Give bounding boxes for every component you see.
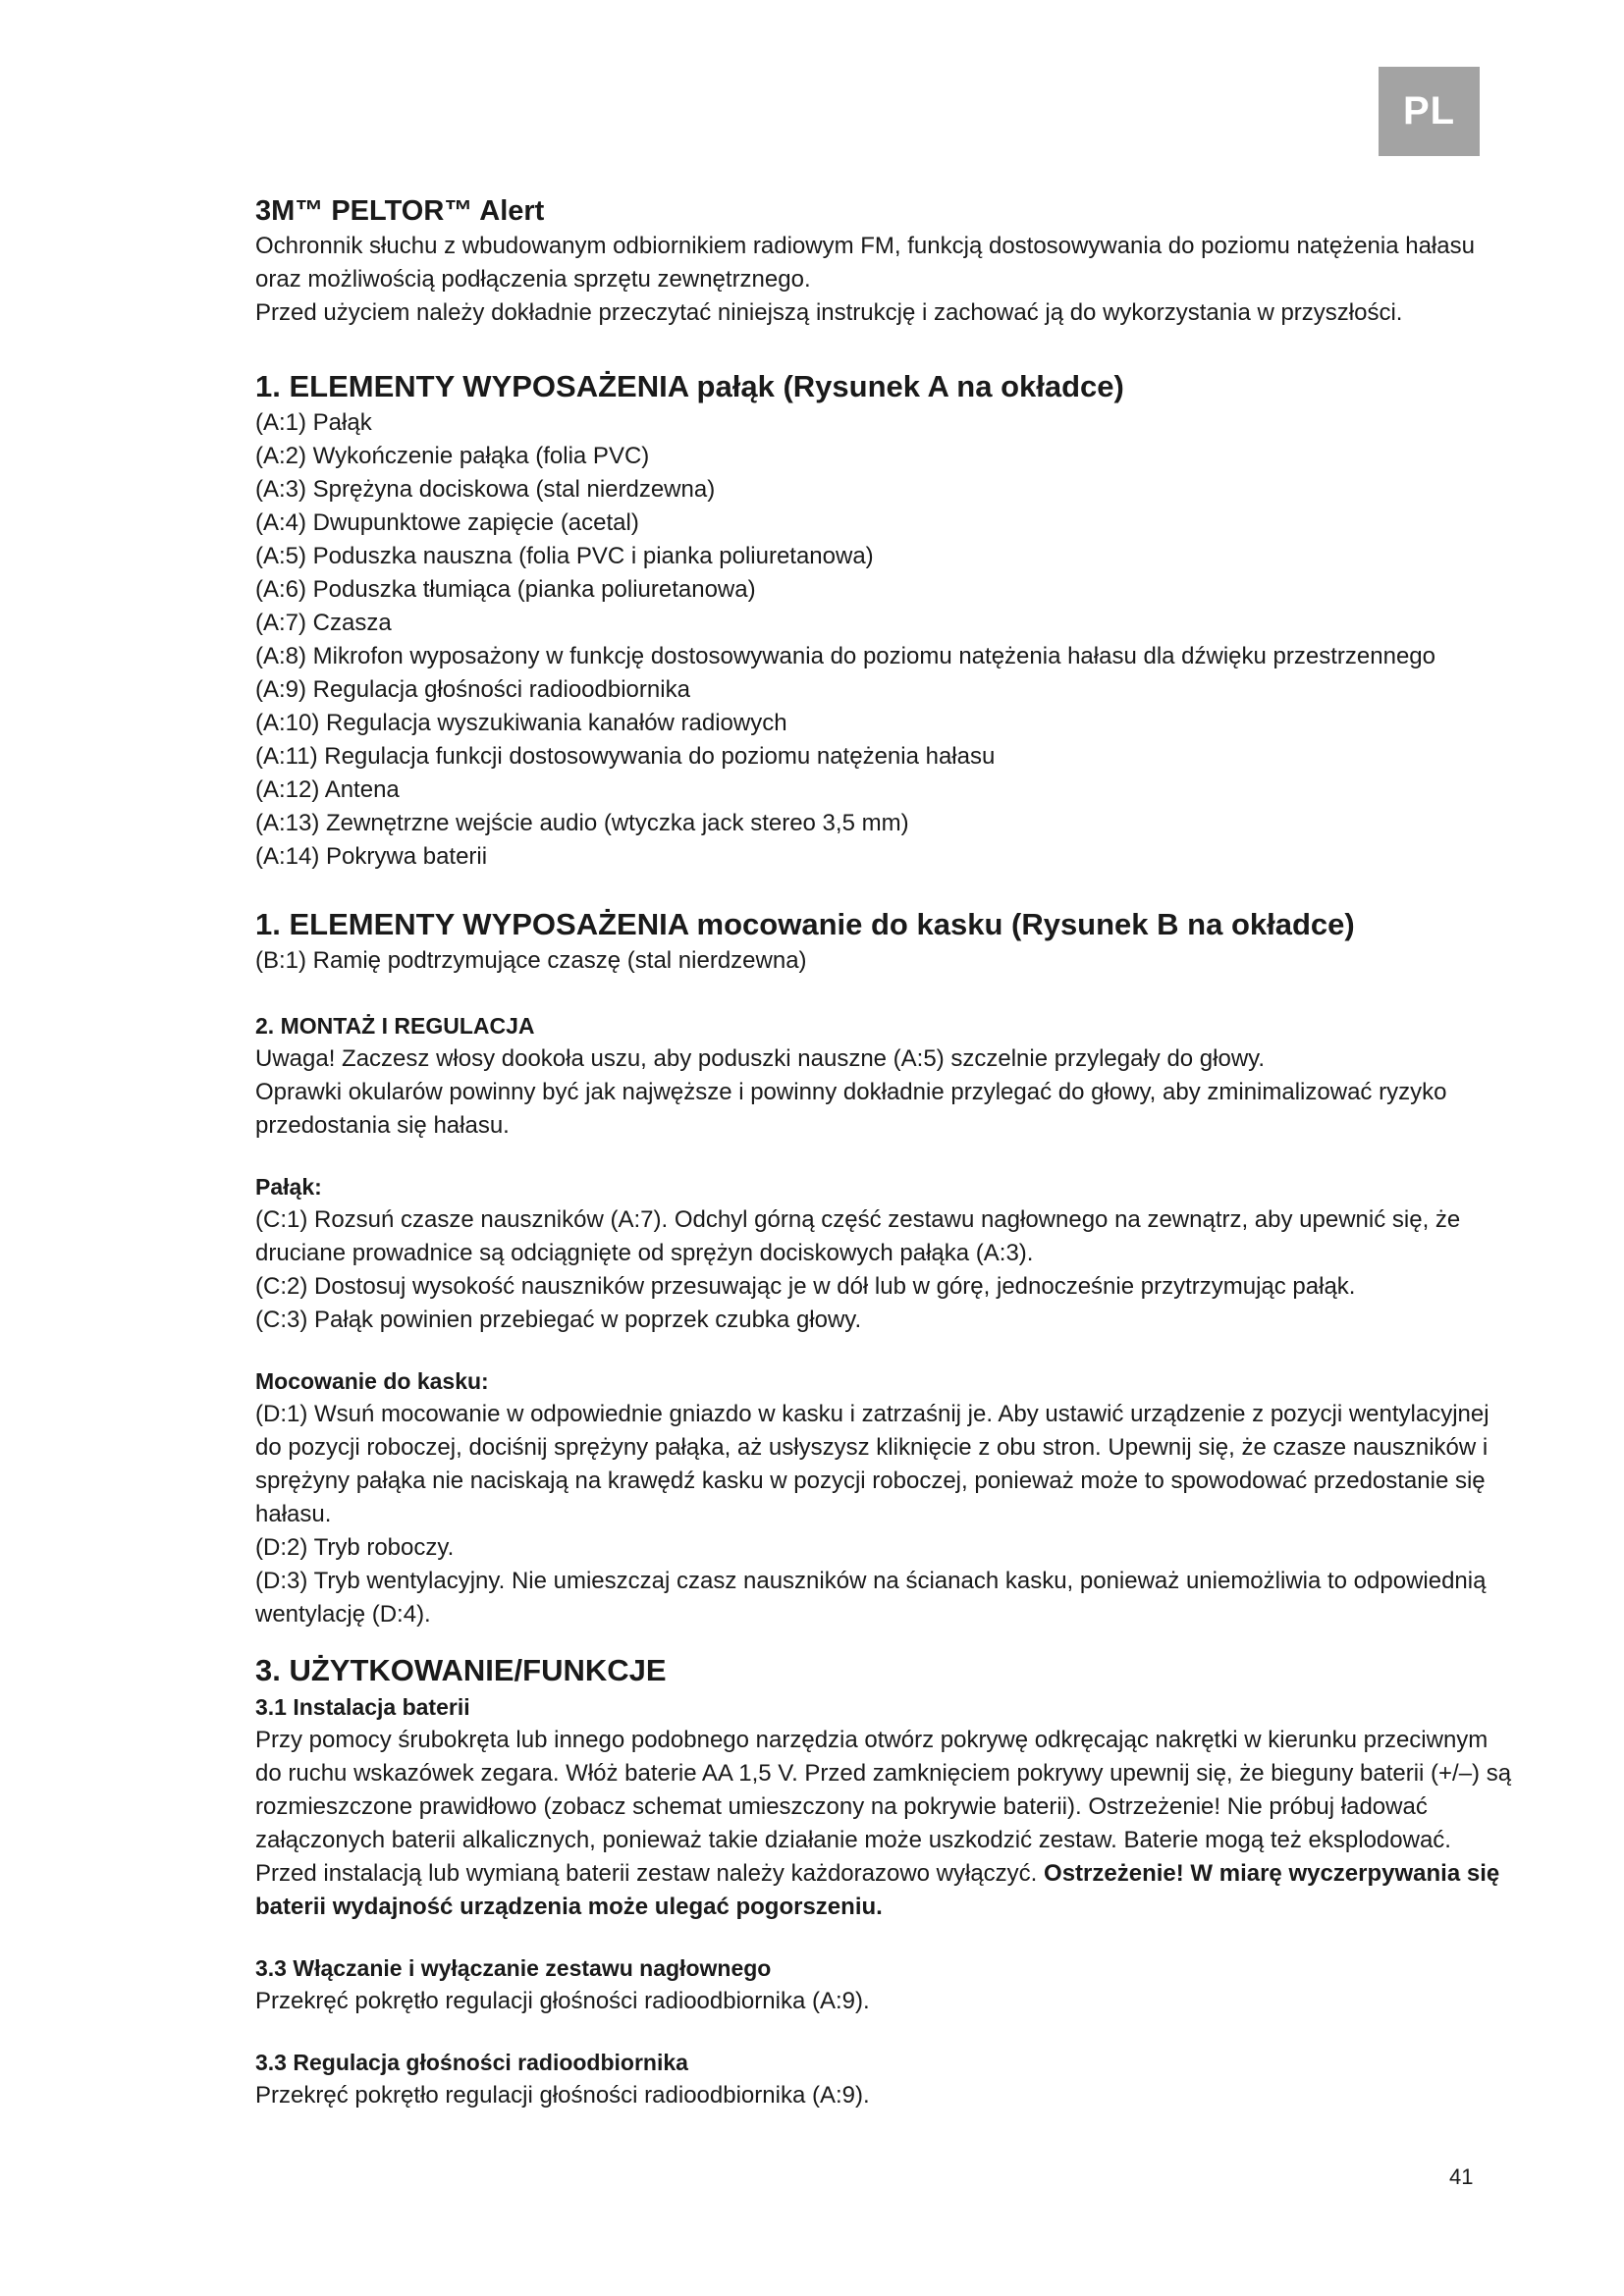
section-heading-assembly: 2. MONTAŻ I REGULACJA (255, 1013, 535, 1039)
subheading-volume: 3.3 Regulacja głośności radioodbiornika (255, 2050, 688, 2075)
list-item: (A:5) Poduszka nauszna (folia PVC i pianka poliuretanowa) (255, 543, 874, 569)
list-item: (A:3) Sprężyna dociskowa (stal nierdzewna) (255, 476, 716, 503)
headband-step: (C:3) Pałąk powinien przebiegać w poprzek czubka głowy. (255, 1307, 862, 1333)
intro-paragraph: Ochronnik słuchu z wbudowanym odbiornikiem radiowym FM, funkcją dostosowywania do poziomu natężenia hałasu oraz możliwością podłączenia sprzętu zewnętrznego. (255, 233, 1475, 293)
component-list-helmet (255, 944, 1512, 978)
list-item: (A:12) Antena (255, 776, 400, 803)
list-item: (A:6) Poduszka tłumiąca (pianka poliuretanowa) (255, 576, 756, 603)
list-item: (A:11) Regulacja funkcji dostosowywania do poziomu natężenia hałasu (255, 743, 996, 770)
battery-text: Przy pomocy śrubokręta lub innego podobnego narzędzia otwórz pokrywę odkręcając nakrętki w kierunku przeciwnym do ruchu wskazówek zegara. Włóż baterie AA 1,5 V. Przed zamknięciem pokrywy upewnij się, że bieguny baterii (+/–) są rozmieszczone prawidłowo (zobacz schemat umieszczony na pokrywie baterii). Ostrzeżenie! Nie próbuj ładować załączonych baterii alkalicznych, ponieważ takie działanie może uszkodzić zestaw. Baterie mogą też eksplodować. Przed instalacją lub wymianą baterii zestaw należy każdorazowo wyłączyć. (255, 1727, 1512, 1887)
helmet-step: (D:1) Wsuń mocowanie w odpowiednie gniazdo w kasku i zatrzaśnij je. Aby ustawić urządzenie z pozycji wentylacyjnej do pozycji roboczej, dociśnij sprężyny pałąka, aż usłyszysz kliknięcie z obu stron. Upewnij się, że czasze nauszników i sprężyny pałąka nie naciskają na krawędź kasku w pozycji roboczej, ponieważ może to spowodować przedostanie się hałasu. (255, 1401, 1489, 1527)
list-item: (B:1) Ramię podtrzymujące czaszę (stal nierdzewna) (255, 947, 807, 974)
document-body (255, 192, 1512, 2112)
subheading-headband: Pałąk: (255, 1174, 322, 1200)
list-item: (A:2) Wykończenie pałąka (folia PVC) (255, 443, 650, 469)
component-list-headband (255, 406, 1512, 874)
battery-warning: Ostrzeżenie! W miarę wyczerpywania się baterii wydajność urządzenia może ulegać pogorszeniu. (255, 1860, 1500, 1920)
list-item: (A:9) Regulacja głośności radioodbiornika (255, 676, 690, 703)
list-item: (A:1) Pałąk (255, 409, 372, 436)
list-item: (A:10) Regulacja wyszukiwania kanałów radiowych (255, 710, 787, 736)
battery-paragraph (255, 1724, 1512, 1924)
headband-step: (C:2) Dostosuj wysokość nauszników przesuwając je w dół lub w górę, jednocześnie przytrzymując pałąk. (255, 1273, 1356, 1300)
list-item: (A:4) Dwupunktowe zapięcie (acetal) (255, 509, 639, 536)
power-paragraph: Przekręć pokrętło regulacji głośności radioodbiornika (A:9). (255, 1988, 870, 2014)
document-title: 3M™ PELTOR™ Alert (255, 195, 545, 227)
list-item: (A:14) Pokrywa baterii (255, 843, 488, 870)
intro-paragraph: Przed użyciem należy dokładnie przeczytać niniejszą instrukcję i zachować ją do wykorzystania w przyszłości. (255, 299, 1403, 326)
section-heading-elements-helmet: 1. ELEMENTY WYPOSAŻENIA mocowanie do kasku (Rysunek B na okładce) (255, 907, 1355, 941)
helmet-step: (D:3) Tryb wentylacyjny. Nie umieszczaj czasz nauszników na ścianach kasku, ponieważ uniemożliwia to odpowiednią wentylację (D:4). (255, 1568, 1487, 1628)
headband-step: (C:1) Rozsuń czasze nauszników (A:7). Odchyl górną część zestawu nagłownego na zewnątrz, aby upewnić się, że druciane prowadnice są odciągnięte od sprężyn dociskowych pałąka (A:3). (255, 1206, 1461, 1266)
language-badge: PL (1379, 67, 1480, 156)
assembly-paragraph: Uwaga! Zaczesz włosy dookoła uszu, aby poduszki nauszne (A:5) szczelnie przylegały do głowy. (255, 1045, 1266, 1072)
subheading-battery-installation: 3.1 Instalacja baterii (255, 1694, 470, 1720)
list-item: (A:8) Mikrofon wyposażony w funkcję dostosowywania do poziomu natężenia hałasu dla dźwięku przestrzennego (255, 643, 1435, 669)
section-heading-elements-headband: 1. ELEMENTY WYPOSAŻENIA pałąk (Rysunek A na okładce) (255, 369, 1124, 403)
subheading-power: 3.3 Włączanie i wyłączanie zestawu nagłownego (255, 1955, 772, 1981)
list-item: (A:13) Zewnętrzne wejście audio (wtyczka jack stereo 3,5 mm) (255, 810, 909, 836)
volume-paragraph: Przekręć pokrętło regulacji głośności radioodbiornika (A:9). (255, 2082, 870, 2109)
helmet-step: (D:2) Tryb roboczy. (255, 1534, 455, 1561)
page-number: 41 (1449, 2164, 1474, 2189)
subheading-helmet-mount: Mocowanie do kasku: (255, 1368, 489, 1394)
section-heading-usage: 3. UŻYTKOWANIE/FUNKCJE (255, 1653, 667, 1687)
list-item: (A:7) Czasza (255, 610, 392, 636)
assembly-paragraph: Oprawki okularów powinny być jak najwęższe i powinny dokładnie przylegać do głowy, aby zminimalizować ryzyko przedostania się hałasu. (255, 1079, 1447, 1139)
